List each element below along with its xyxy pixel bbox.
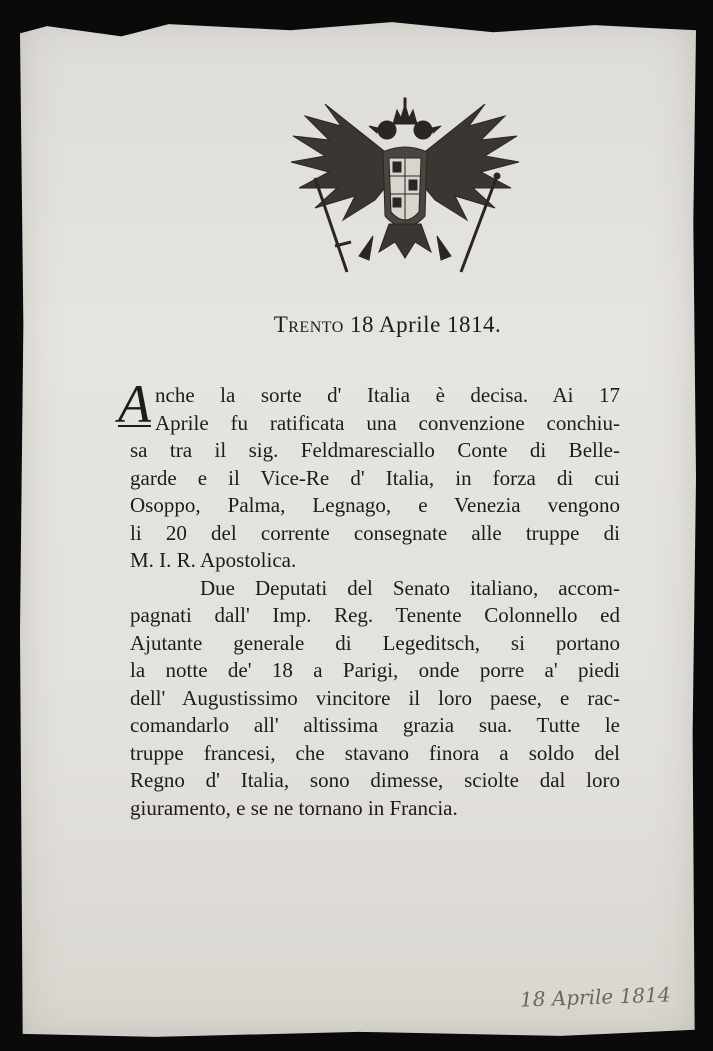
text-line: pagnati dall' Imp. Reg. Tenente Colonnello ed <box>130 603 620 627</box>
heading-place: Trento <box>273 312 344 337</box>
text-line: nche la sorte d' Italia è decisa. Ai 17 <box>155 383 620 407</box>
text-line: comandarlo all' altissima grazia sua. Tutte le <box>130 713 620 737</box>
proclamation-text <box>118 374 620 822</box>
paragraph-2 <box>130 575 620 823</box>
text-line: la notte de' 18 a Parigi, onde porre a' piedi <box>130 658 620 682</box>
text-line: dell' Augustissimo vincitore il loro paese, e rac- <box>130 685 620 710</box>
paragraph-1 <box>118 374 620 575</box>
text-line: Due Deputati del Senato italiano, accom- <box>200 575 620 600</box>
handwritten-date-note: 18 Aprile 1814 <box>519 982 671 1012</box>
text-line: giuramento, e se ne tornano in Francia. <box>130 795 458 820</box>
text-line: li 20 del corrente consegnate alle truppe di <box>130 520 620 545</box>
text-line: Regno d' Italia, sono dimesse, sciolte dal loro <box>130 768 620 792</box>
text-line: M. I. R. Apostolica. <box>130 548 297 572</box>
heading-date: 18 Aprile 1814. <box>350 312 502 337</box>
text-line: Aprile fu ratificata una convenzione conchiu- <box>155 410 620 435</box>
double-headed-eagle-crest <box>285 96 525 280</box>
text-line: Osoppo, Palma, Legnago, e Venezia vengono <box>130 493 620 517</box>
dropcap-letter: A <box>118 374 151 434</box>
document-heading <box>0 312 713 338</box>
text-line: garde e il Vice-Re d' Italia, in forza di cui <box>130 465 620 490</box>
text-line: truppe francesi, che stavano finora a soldo del <box>130 740 620 765</box>
text-line: sa tra il sig. Feldmaresciallo Conte di Belle- <box>130 438 620 462</box>
text-line: Ajutante generale di Legeditsch, si portano <box>130 630 620 655</box>
